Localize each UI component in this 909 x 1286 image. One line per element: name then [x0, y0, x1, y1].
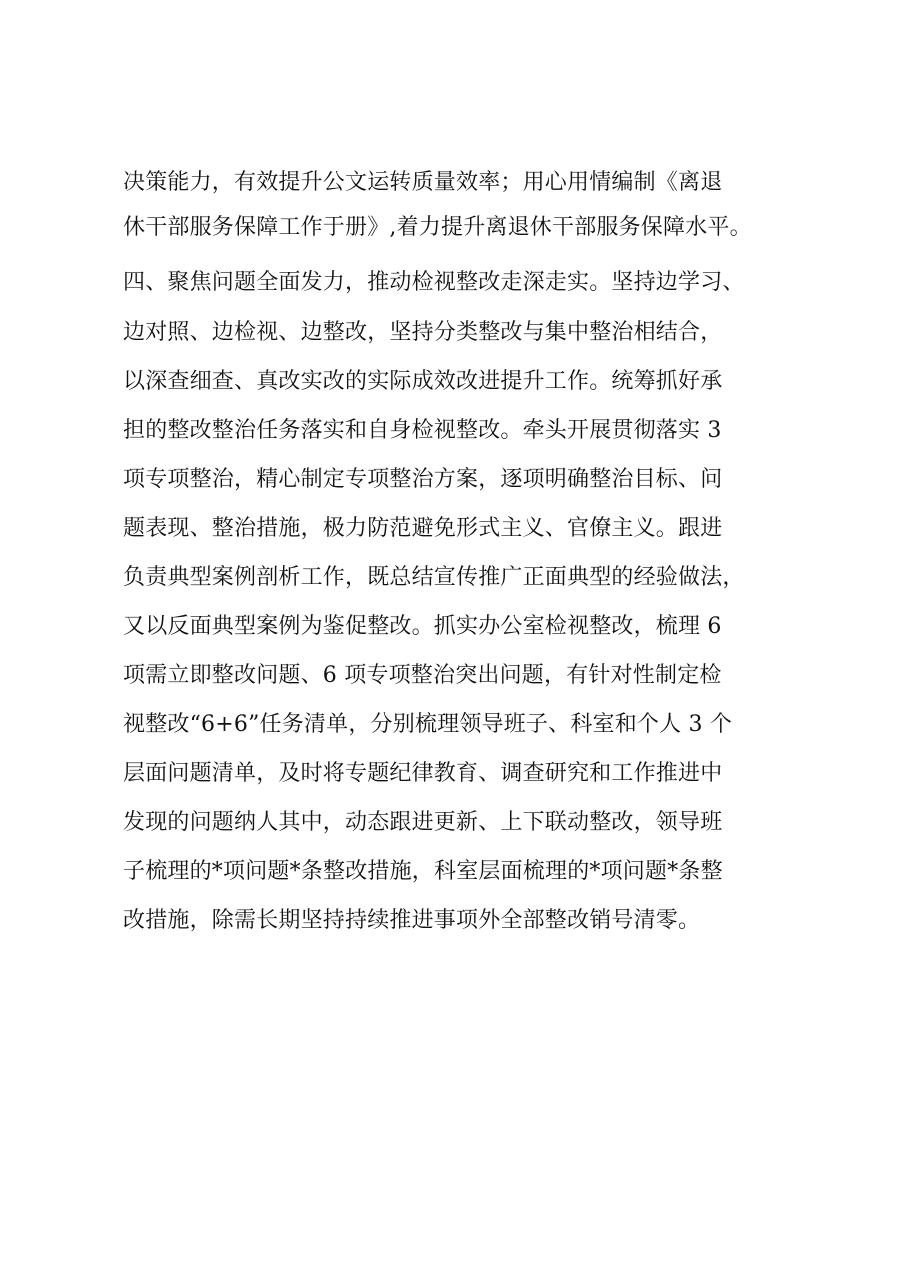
text-line: 以深查细查、真改实改的实际成效改进提升工作。统筹抓好承 [123, 369, 723, 394]
text-line: 又以反面典型案例为鉴促整改。抓实办公室检视整改，梳理 6 [123, 614, 722, 639]
text-line: 负责典型案例剖析工作，既总结宣传推广正面典型的经验做法， [123, 565, 745, 590]
text-line: 项需立即整改问题、6 项专项整治突出问题，有针对性制定检 [123, 663, 722, 688]
text-line: 边对照、边检视、边整改，坚持分类整改与集中整治相结合， [123, 320, 723, 345]
text-line: 担的整改整治任务落实和自身检视整改。牵头开展贯彻落实 3 [123, 418, 722, 443]
text-line: 决策能力，有效提升公文运转质量效率；用心用情编制《离退 [123, 170, 723, 195]
text-line: 子梳理的*项问题*条整改措施，科室层面梳理的*项问题*条整 [123, 859, 723, 884]
text-line: 层面问题清单，及时将专题纪律教育、调查研究和工作推进中 [123, 761, 723, 786]
text-line: 项专项整治，精心制定专项整治方案，逐项明确整治目标、问 [123, 467, 723, 492]
text-line: 题表现、整治措施，极力防范避免形式主义、官僚主义。跟进 [123, 516, 723, 541]
text-line: 视整改“6+6”任务清单，分别梳理领导班子、科室和个人 3 个 [123, 712, 733, 737]
text-line: 改措施，除需长期坚持持续推进事项外全部整改销号清零。 [123, 908, 701, 933]
text-line: 休干部服务保障工作于册》,着力提升离退休干部服务保障水平。 [123, 215, 752, 240]
text-line: 发现的问题纳人其中，动态跟进更新、上下联动整改，领导班 [123, 810, 723, 835]
text-line: 四、聚焦问题全面发力，推动检视整改走深走实。坚持边学习、 [123, 270, 745, 295]
